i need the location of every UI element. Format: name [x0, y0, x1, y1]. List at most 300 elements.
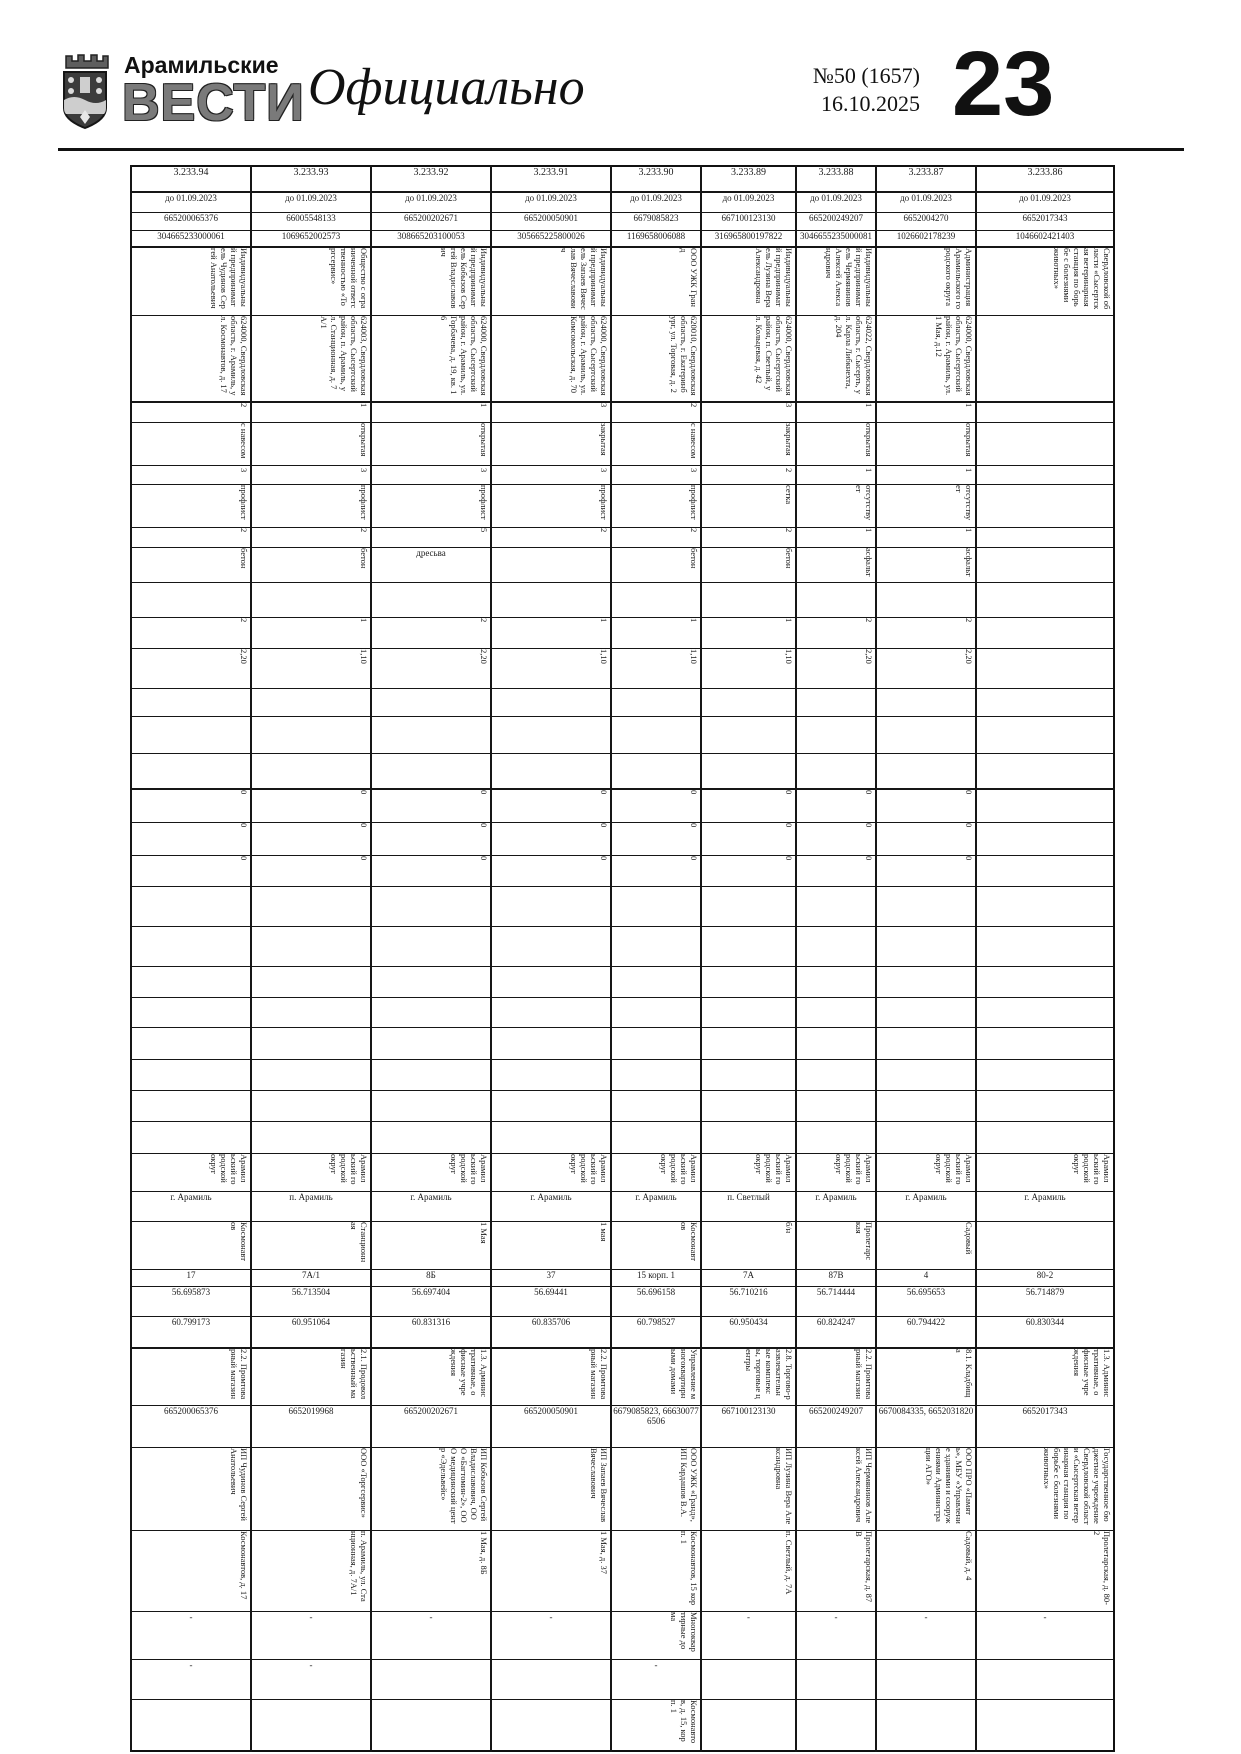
cell-owner-1: Индивидуальный предприниматель Чудинов Сергей Анатольевич — [131, 247, 251, 316]
cell-e5-9 — [976, 926, 1114, 966]
cell-e10-2 — [251, 1090, 371, 1121]
cell-r11-8: 1 — [876, 528, 976, 548]
cell-city-6: п. Светлый — [701, 1191, 796, 1221]
cell-b11-5: Многоквартирные дома — [611, 1612, 701, 1660]
cell-r12-2: бетон — [251, 548, 371, 583]
cell-e6-6 — [701, 966, 796, 997]
cell-e11-4 — [491, 1121, 611, 1153]
cell-b13-2 — [251, 1700, 371, 1752]
cell-e3-1 — [131, 754, 251, 789]
cell-r10-7: отсутствует — [796, 485, 876, 528]
cell-house-6: 7А — [701, 1269, 796, 1286]
cell-owner2-4: ИП Запаев Вячеслав Вячеславович — [491, 1448, 611, 1531]
cell-e1-9 — [976, 689, 1114, 717]
cell-city-1: г. Арамиль — [131, 1191, 251, 1221]
cell-e10-9 — [976, 1090, 1114, 1121]
cell-lon-2: 60.951064 — [251, 1316, 371, 1348]
cell-house-7: 87В — [796, 1269, 876, 1286]
cell-r8-5: с навесом — [611, 423, 701, 466]
cell-address-2: 624003, Свердловская область, Сысертский район, п. Арамиль, ул. Станционная, д. 7А/1 — [251, 316, 371, 403]
cell-r13-9 — [976, 583, 1114, 618]
cell-r9-1: 3 — [131, 466, 251, 485]
cell-r8-8: открытая — [876, 423, 976, 466]
cell-inn2-6: 667100123130 — [701, 1406, 796, 1448]
cell-r13-6 — [701, 583, 796, 618]
cell-owner-3: Индивидуальный предприниматель Кобызов Сергей Владиславович — [371, 247, 491, 316]
cell-owner-9: Свердловской области «Сысертская ветеринарная станция по борьбе с болезнями животных» — [976, 247, 1114, 316]
cell-e11-7 — [796, 1121, 876, 1153]
cell-r10-5: профлист — [611, 485, 701, 528]
cell-e3-4 — [491, 754, 611, 789]
cell-id-2: 3.233.93 — [251, 166, 371, 192]
cell-mun-3: Арамильский городской округ — [371, 1153, 491, 1191]
cell-owner2-9: Государственное бюджетное учреждение Свердловской области «Сысертская ветеринарная станция по борьбе с болезнями животных» — [976, 1448, 1114, 1531]
cell-b11-9: - — [976, 1612, 1114, 1660]
cell-id-9: 3.233.86 — [976, 166, 1114, 192]
cell-b11-1: - — [131, 1612, 251, 1660]
cell-owner2-6: ИП Лузина Вера Александровна — [701, 1448, 796, 1531]
cell-e7-7 — [796, 997, 876, 1027]
cell-r14-2: 1 — [251, 618, 371, 649]
cell-r10-8: отсутствует — [876, 485, 976, 528]
cell-e4-5 — [611, 886, 701, 926]
cell-r13-4 — [491, 583, 611, 618]
cell-r12-5: бетон — [611, 548, 701, 583]
cell-spec-6: 2.8. Торгово-развлекательные комплексы, торговые центры — [701, 1348, 796, 1406]
cell-z3-1: 0 — [131, 855, 251, 886]
cell-owner-5: ООО УЖК Гранд — [611, 247, 701, 316]
cell-mun-8: Арамильский городской округ — [876, 1153, 976, 1191]
cell-e7-3 — [371, 997, 491, 1027]
cell-e4-7 — [796, 886, 876, 926]
cell-address-9 — [976, 316, 1114, 403]
cell-spec-5: Управление многоквартирными домами — [611, 1348, 701, 1406]
registry-table-wrap — [130, 165, 1115, 1752]
cell-inn2-5: 6679085823, 666300776506 — [611, 1406, 701, 1448]
cell-e2-2 — [251, 717, 371, 754]
cell-mun-2: Арамильский городской округ — [251, 1153, 371, 1191]
cell-e2-1 — [131, 717, 251, 754]
cell-r11-4: 2 — [491, 528, 611, 548]
cell-street-6: б/н — [701, 1221, 796, 1269]
cell-e6-8 — [876, 966, 976, 997]
cell-e4-8 — [876, 886, 976, 926]
cell-inn2-8: 6670084335, 6652031820 — [876, 1406, 976, 1448]
cell-owner2-3: ИП Кобызов Сергей Владиславович, ООО «Багтомин-2», ООО медицинский центр «Эдельвейс» — [371, 1448, 491, 1531]
registry-table — [130, 165, 1115, 1752]
cell-r15-6: 1,10 — [701, 649, 796, 689]
cell-e1-3 — [371, 689, 491, 717]
cell-e3-3 — [371, 754, 491, 789]
cell-ogrn-1: 304665233000061 — [131, 230, 251, 247]
cell-e11-5 — [611, 1121, 701, 1153]
cell-z1-6: 0 — [701, 789, 796, 823]
cell-e7-1 — [131, 997, 251, 1027]
cell-street-3: 1 Мая — [371, 1221, 491, 1269]
cell-owner2-7: ИП Чермянинов Алексей Александрович — [796, 1448, 876, 1531]
cell-z2-1: 0 — [131, 822, 251, 855]
cell-inn-3: 665200202671 — [371, 212, 491, 230]
cell-city-2: п. Арамиль — [251, 1191, 371, 1221]
cell-r14-7: 2 — [796, 618, 876, 649]
cell-house-2: 7А/1 — [251, 1269, 371, 1286]
cell-e8-9 — [976, 1027, 1114, 1059]
cell-id-5: 3.233.90 — [611, 166, 701, 192]
cell-mun-1: Арамильский городской округ — [131, 1153, 251, 1191]
cell-address2-7: Пролетарская, д. 87В — [796, 1531, 876, 1612]
cell-r14-4: 1 — [491, 618, 611, 649]
cell-r9-4: 3 — [491, 466, 611, 485]
cell-b12-2: - — [251, 1660, 371, 1700]
cell-city-5: г. Арамиль — [611, 1191, 701, 1221]
cell-r8-2: открытая — [251, 423, 371, 466]
cell-z1-2: 0 — [251, 789, 371, 823]
cell-street-2: Станционная — [251, 1221, 371, 1269]
cell-r10-2: профлист — [251, 485, 371, 528]
cell-b11-4: - — [491, 1612, 611, 1660]
cell-b13-7 — [796, 1700, 876, 1752]
cell-r13-2 — [251, 583, 371, 618]
cell-e8-7 — [796, 1027, 876, 1059]
cell-z1-4: 0 — [491, 789, 611, 823]
cell-r15-3: 2,20 — [371, 649, 491, 689]
cell-lat-8: 56.695653 — [876, 1286, 976, 1316]
cell-b13-4 — [491, 1700, 611, 1752]
cell-e8-4 — [491, 1027, 611, 1059]
cell-city-8: г. Арамиль — [876, 1191, 976, 1221]
cell-e1-6 — [701, 689, 796, 717]
cell-e4-3 — [371, 886, 491, 926]
cell-e10-6 — [701, 1090, 796, 1121]
cell-b13-5: Космонавтов, д. 15, корп. 1 — [611, 1700, 701, 1752]
cell-r9-8: 1 — [876, 466, 976, 485]
cell-e7-8 — [876, 997, 976, 1027]
cell-address2-4: 1 Мая, д. 37 — [491, 1531, 611, 1612]
cell-r12-3: дресьва — [371, 548, 491, 583]
cell-e2-4 — [491, 717, 611, 754]
cell-e5-4 — [491, 926, 611, 966]
cell-street-9 — [976, 1221, 1114, 1269]
cell-e5-5 — [611, 926, 701, 966]
cell-inn2-2: 6652019968 — [251, 1406, 371, 1448]
cell-date-4: до 01.09.2023 — [491, 192, 611, 212]
cell-e4-9 — [976, 886, 1114, 926]
cell-r11-6: 2 — [701, 528, 796, 548]
cell-e2-9 — [976, 717, 1114, 754]
cell-r15-7: 2,20 — [796, 649, 876, 689]
cell-spec-9: 1.3. Административные, офисные учреждения — [976, 1348, 1114, 1406]
cell-b12-3 — [371, 1660, 491, 1700]
cell-lon-3: 60.831316 — [371, 1316, 491, 1348]
cell-r9-2: 3 — [251, 466, 371, 485]
cell-owner-8: Администрация Арамильского городского округа — [876, 247, 976, 316]
cell-lat-3: 56.697404 — [371, 1286, 491, 1316]
cell-e10-8 — [876, 1090, 976, 1121]
cell-id-1: 3.233.94 — [131, 166, 251, 192]
cell-e10-3 — [371, 1090, 491, 1121]
header-divider — [58, 148, 1184, 151]
cell-owner-7: Индивидуальный предприниматель Чермянинов Алексей Александрович — [796, 247, 876, 316]
cell-inn-2: 66005548133 — [251, 212, 371, 230]
cell-spec-2: 2.1. Продовольственный магазин — [251, 1348, 371, 1406]
cell-b13-9 — [976, 1700, 1114, 1752]
cell-r12-9 — [976, 548, 1114, 583]
cell-r9-9 — [976, 466, 1114, 485]
cell-lat-5: 56.696158 — [611, 1286, 701, 1316]
cell-r13-8 — [876, 583, 976, 618]
cell-r13-7 — [796, 583, 876, 618]
cell-inn-6: 667100123130 — [701, 212, 796, 230]
cell-e2-7 — [796, 717, 876, 754]
cell-inn2-9: 6652017343 — [976, 1406, 1114, 1448]
cell-e1-5 — [611, 689, 701, 717]
cell-r15-9 — [976, 649, 1114, 689]
cell-z3-8: 0 — [876, 855, 976, 886]
cell-e10-5 — [611, 1090, 701, 1121]
cell-b13-6 — [701, 1700, 796, 1752]
cell-owner-4: Индивидуальный предприниматель Запаев Вячеслав Вячеславович — [491, 247, 611, 316]
cell-e8-3 — [371, 1027, 491, 1059]
cell-e9-9 — [976, 1059, 1114, 1090]
cell-street-5: Космонавтов — [611, 1221, 701, 1269]
cell-e9-1 — [131, 1059, 251, 1090]
cell-e6-4 — [491, 966, 611, 997]
cell-e11-2 — [251, 1121, 371, 1153]
issue-block — [770, 62, 920, 117]
cell-lon-1: 60.799173 — [131, 1316, 251, 1348]
cell-e6-7 — [796, 966, 876, 997]
cell-b11-7: - — [796, 1612, 876, 1660]
cell-z2-5: 0 — [611, 822, 701, 855]
cell-e11-9 — [976, 1121, 1114, 1153]
cell-house-4: 37 — [491, 1269, 611, 1286]
cell-lon-4: 60.835706 — [491, 1316, 611, 1348]
cell-ogrn-6: 316965800197822 — [701, 230, 796, 247]
cell-b12-1: - — [131, 1660, 251, 1700]
cell-r9-6: 2 — [701, 466, 796, 485]
page-number: 23 — [952, 33, 1055, 135]
cell-b11-6: - — [701, 1612, 796, 1660]
cell-owner2-5: ООО УЖК «Гранд», ИП Кардашов В.А. — [611, 1448, 701, 1531]
cell-street-8: Садовый — [876, 1221, 976, 1269]
cell-z3-5: 0 — [611, 855, 701, 886]
cell-e7-2 — [251, 997, 371, 1027]
cell-inn2-3: 665200202671 — [371, 1406, 491, 1448]
cell-address-4: 624000, Свердловская область, Сысертский район, г. Арамиль, ул. Комсомольская, д. 70 — [491, 316, 611, 403]
cell-r7-6: 3 — [701, 402, 796, 423]
cell-e8-1 — [131, 1027, 251, 1059]
cell-r9-5: 3 — [611, 466, 701, 485]
cell-r14-5: 1 — [611, 618, 701, 649]
cell-house-1: 17 — [131, 1269, 251, 1286]
cell-z3-3: 0 — [371, 855, 491, 886]
cell-lat-9: 56.714879 — [976, 1286, 1114, 1316]
cell-e9-4 — [491, 1059, 611, 1090]
cell-r12-4 — [491, 548, 611, 583]
cell-ogrn-5: 1169658006088 — [611, 230, 701, 247]
cell-r8-9 — [976, 423, 1114, 466]
cell-r15-1: 2,20 — [131, 649, 251, 689]
cell-b12-8 — [876, 1660, 976, 1700]
cell-date-5: до 01.09.2023 — [611, 192, 701, 212]
cell-e5-2 — [251, 926, 371, 966]
cell-id-7: 3.233.88 — [796, 166, 876, 192]
cell-r15-2: 1,10 — [251, 649, 371, 689]
cell-e3-6 — [701, 754, 796, 789]
cell-r14-6: 1 — [701, 618, 796, 649]
cell-owner2-8: ООО ПРО «Память», МБУ «Управление зданиями и сооружениями Администрации АГО» — [876, 1448, 976, 1531]
cell-date-8: до 01.09.2023 — [876, 192, 976, 212]
cell-z1-8: 0 — [876, 789, 976, 823]
issue-date: 16.10.2025 — [821, 90, 920, 116]
cell-b12-7 — [796, 1660, 876, 1700]
cell-b11-3: - — [371, 1612, 491, 1660]
cell-lon-7: 60.824247 — [796, 1316, 876, 1348]
cell-z2-7: 0 — [796, 822, 876, 855]
cell-ogrn-2: 1069652002573 — [251, 230, 371, 247]
cell-r10-4: профлист — [491, 485, 611, 528]
cell-mun-7: Арамильский городской округ — [796, 1153, 876, 1191]
cell-address-7: 624022, Свердловская область, г. Сысерть, ул. Карла Либкнехта, д. 204 — [796, 316, 876, 403]
cell-z2-9 — [976, 822, 1114, 855]
cell-lon-9: 60.830344 — [976, 1316, 1114, 1348]
cell-e3-2 — [251, 754, 371, 789]
cell-owner2-2: ООО «Торгсервис» — [251, 1448, 371, 1531]
cell-r7-2: 1 — [251, 402, 371, 423]
cell-e3-7 — [796, 754, 876, 789]
cell-e11-6 — [701, 1121, 796, 1153]
cell-z3-6: 0 — [701, 855, 796, 886]
aramil-coat-of-arms-icon — [58, 50, 112, 132]
cell-r7-8: 1 — [876, 402, 976, 423]
cell-e11-8 — [876, 1121, 976, 1153]
cell-date-7: до 01.09.2023 — [796, 192, 876, 212]
cell-date-3: до 01.09.2023 — [371, 192, 491, 212]
cell-e9-7 — [796, 1059, 876, 1090]
cell-e11-1 — [131, 1121, 251, 1153]
cell-inn-7: 665200249207 — [796, 212, 876, 230]
cell-z2-4: 0 — [491, 822, 611, 855]
cell-r8-7: открытая — [796, 423, 876, 466]
cell-e2-6 — [701, 717, 796, 754]
cell-e2-8 — [876, 717, 976, 754]
cell-e6-5 — [611, 966, 701, 997]
cell-e6-3 — [371, 966, 491, 997]
cell-z1-3: 0 — [371, 789, 491, 823]
cell-e5-3 — [371, 926, 491, 966]
cell-e8-6 — [701, 1027, 796, 1059]
cell-r8-6: закрытая — [701, 423, 796, 466]
cell-z2-2: 0 — [251, 822, 371, 855]
cell-r13-5 — [611, 583, 701, 618]
cell-ogrn-3: 308665203100053 — [371, 230, 491, 247]
cell-r14-1: 2 — [131, 618, 251, 649]
cell-ogrn-9: 1046602421403 — [976, 230, 1114, 247]
cell-r12-1: бетон — [131, 548, 251, 583]
cell-r11-3: 5 — [371, 528, 491, 548]
cell-z3-2: 0 — [251, 855, 371, 886]
cell-e3-5 — [611, 754, 701, 789]
cell-z2-6: 0 — [701, 822, 796, 855]
cell-house-5: 15 корп. 1 — [611, 1269, 701, 1286]
cell-e1-8 — [876, 689, 976, 717]
cell-r7-7: 1 — [796, 402, 876, 423]
cell-r10-3: профлист — [371, 485, 491, 528]
cell-house-8: 4 — [876, 1269, 976, 1286]
cell-z1-7: 0 — [796, 789, 876, 823]
cell-r11-5: 2 — [611, 528, 701, 548]
cell-r7-4: 3 — [491, 402, 611, 423]
cell-r11-7: 1 — [796, 528, 876, 548]
cell-r10-6: сетка — [701, 485, 796, 528]
cell-lon-5: 60.798527 — [611, 1316, 701, 1348]
cell-e1-2 — [251, 689, 371, 717]
cell-lon-8: 60.794422 — [876, 1316, 976, 1348]
cell-lon-6: 60.950434 — [701, 1316, 796, 1348]
cell-city-3: г. Арамиль — [371, 1191, 491, 1221]
cell-z2-3: 0 — [371, 822, 491, 855]
cell-e9-2 — [251, 1059, 371, 1090]
cell-spec-1: 2.2. Промтоварный магазин — [131, 1348, 251, 1406]
cell-spec-3: 1.3. Административные, офисные учреждения — [371, 1348, 491, 1406]
cell-b13-1 — [131, 1700, 251, 1752]
masthead-title-top: Арамильские — [124, 52, 279, 78]
cell-b12-9 — [976, 1660, 1114, 1700]
cell-inn-4: 665200050901 — [491, 212, 611, 230]
cell-z1-9 — [976, 789, 1114, 823]
cell-r13-1 — [131, 583, 251, 618]
cell-address-3: 624000, Свердловская область, Сысертский район, г. Арамиль, ул. Горбачева, д. 19, кв. 16 — [371, 316, 491, 403]
cell-r10-9 — [976, 485, 1114, 528]
cell-e4-1 — [131, 886, 251, 926]
cell-e4-2 — [251, 886, 371, 926]
cell-r7-3: 1 — [371, 402, 491, 423]
cell-e5-7 — [796, 926, 876, 966]
cell-r8-3: открытая — [371, 423, 491, 466]
masthead — [58, 50, 305, 132]
cell-z3-9 — [976, 855, 1114, 886]
cell-z1-5: 0 — [611, 789, 701, 823]
cell-city-4: г. Арамиль — [491, 1191, 611, 1221]
cell-house-3: 8Б — [371, 1269, 491, 1286]
cell-lat-2: 56.713504 — [251, 1286, 371, 1316]
cell-address-8: 624000, Свердловская область, Сысертский район, г. Арамиль, ул. 1 Мая, д.12 — [876, 316, 976, 403]
cell-address2-5: Космонавтов, 15 корп. 1 — [611, 1531, 701, 1612]
cell-z2-8: 0 — [876, 822, 976, 855]
cell-e7-5 — [611, 997, 701, 1027]
cell-e5-1 — [131, 926, 251, 966]
cell-z3-4: 0 — [491, 855, 611, 886]
cell-ogrn-7: 3046655235000081 — [796, 230, 876, 247]
cell-b12-4 — [491, 1660, 611, 1700]
cell-r12-7: асфальт — [796, 548, 876, 583]
cell-e7-9 — [976, 997, 1114, 1027]
cell-r9-7: 1 — [796, 466, 876, 485]
cell-e2-5 — [611, 717, 701, 754]
cell-r10-1: профлист — [131, 485, 251, 528]
cell-e7-4 — [491, 997, 611, 1027]
cell-address2-8: Садовый, д. 4 — [876, 1531, 976, 1612]
cell-inn-8: 6652004270 — [876, 212, 976, 230]
cell-owner2-1: ИП Чудинов Сергей Анатольевич — [131, 1448, 251, 1531]
cell-address2-3: 1 Мая, д. 8Б — [371, 1531, 491, 1612]
cell-lat-4: 56.69441 — [491, 1286, 611, 1316]
cell-b13-3 — [371, 1700, 491, 1752]
cell-address2-6: п. Светлый, д. 7А — [701, 1531, 796, 1612]
issue-number: №50 (1657) — [812, 63, 920, 88]
cell-owner-6: Индивидуальный предприниматель Лузина Вера Александровна — [701, 247, 796, 316]
cell-street-7: Пролетарская — [796, 1221, 876, 1269]
